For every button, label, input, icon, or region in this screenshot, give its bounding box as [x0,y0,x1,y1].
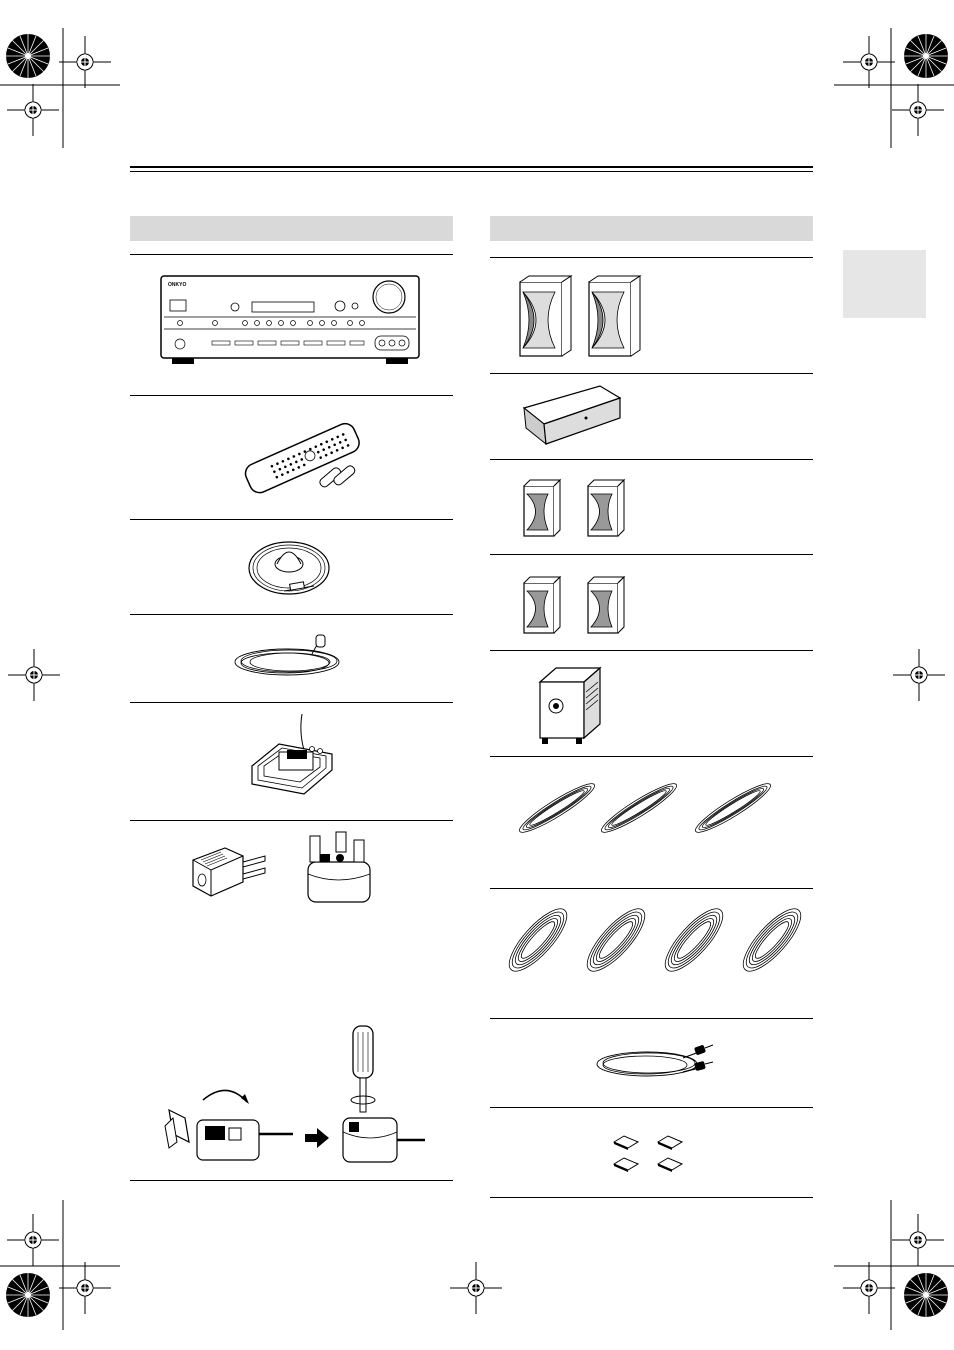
left-row-divider [130,1180,453,1181]
surround-speakers-illustration [520,476,630,538]
speaker-cables-long-illustration [500,905,805,975]
av-receiver-illustration [160,275,420,370]
right-row-divider [490,888,813,889]
plug-adapter-illustration [185,834,275,904]
header-rule-thin [130,171,813,172]
left-row-divider [130,519,453,520]
front-speakers-illustration [515,272,645,362]
left-row-divider [130,395,453,396]
brand-logo: ONKYO [168,282,187,288]
crosshair-icon [8,649,60,701]
crosshair-icon [893,649,945,701]
uk-plug-adapter-illustration [296,828,386,908]
crosshair-icon [843,1262,895,1314]
speaker-icon [589,276,640,356]
radial-target-icon [6,1273,50,1317]
cable-coil-icon [657,901,731,979]
right-row-divider [490,554,813,555]
speaker-cables-short-illustration [515,780,780,840]
center-speaker-illustration [520,384,625,449]
left-row-divider [130,614,453,615]
cable-coil-icon [579,901,653,979]
remote-controller-illustration [240,413,365,498]
speaker-icon [588,577,624,633]
right-row-divider [490,1018,813,1019]
crosshair-icon [450,1262,502,1314]
crosshair-icon [892,84,944,136]
speaker-icon [524,480,560,536]
subwoofer-cable-illustration [595,1040,720,1085]
right-row-divider [490,373,813,374]
crosshair-icon [7,1214,59,1266]
speaker-pads-illustration [610,1134,690,1176]
radial-target-icon [904,34,948,78]
fm-antenna-coil-illustration [244,528,334,608]
left-row-divider [130,820,453,821]
right-row-divider [490,1107,813,1108]
cable-coil-icon [691,778,774,838]
right-row-divider [490,1197,813,1198]
header-rule-thick [130,166,813,168]
right-row-divider [490,650,813,651]
speaker-icon [524,577,560,633]
plug-fuse-replacement-illustration [155,1022,430,1172]
radial-target-icon [6,34,50,78]
cable-coil-icon [735,901,809,979]
fm-wire-antenna-illustration [232,632,354,684]
crosshair-icon [59,1262,111,1314]
speaker-icon [588,480,624,536]
speaker-icon [520,276,571,356]
surround-back-speakers-illustration [520,573,630,635]
right-row-divider [490,257,813,258]
subwoofer-illustration [534,662,609,747]
cable-coil-icon [597,778,680,838]
crosshair-icon [892,1214,944,1266]
radial-target-icon [904,1273,948,1317]
right-row-divider [490,756,813,757]
right-section-bar [490,216,813,241]
right-row-divider [490,459,813,460]
crosshair-icon [843,36,895,88]
crosshair-icon [7,84,59,136]
am-loop-antenna-illustration [244,712,339,802]
side-tab [843,250,926,318]
battery-icon [318,464,356,488]
cable-coil-icon [515,778,598,838]
left-section-bar [130,216,453,241]
crosshair-icon [59,36,111,88]
left-row-divider [130,702,453,703]
cable-coil-icon [501,901,575,979]
left-row-divider [130,254,453,255]
